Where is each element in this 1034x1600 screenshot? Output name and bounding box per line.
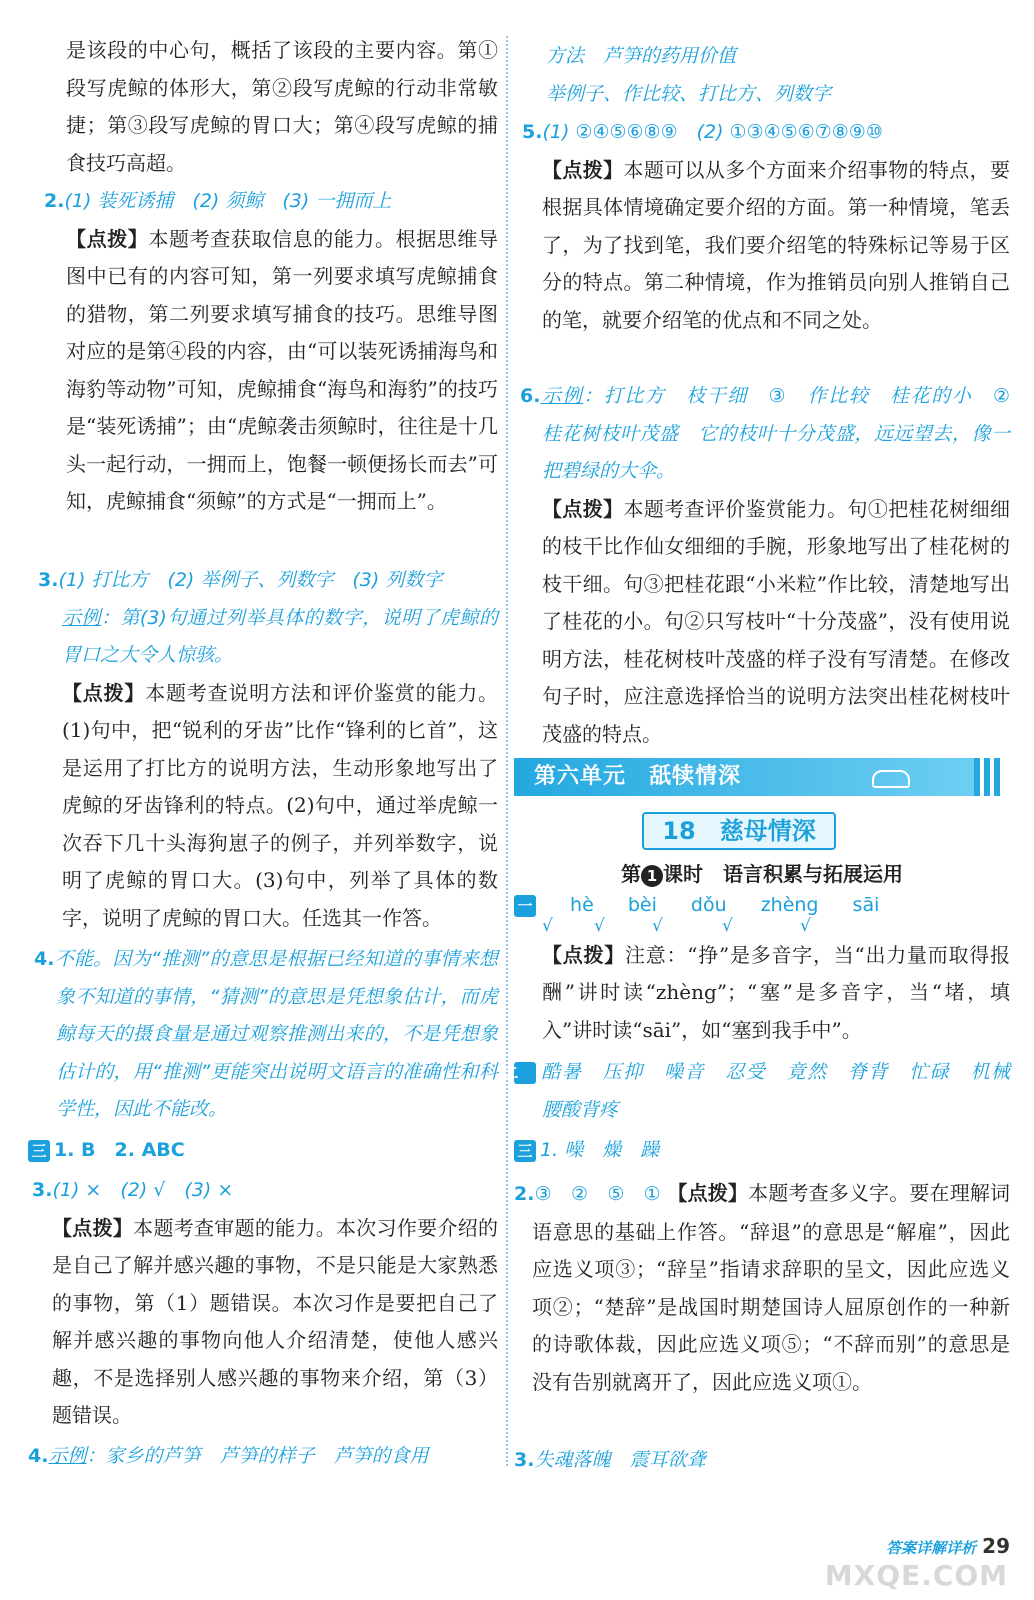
section-1: 一 hè bèi dǒu zhèng sāi √ √ √ √ √ 【点拨】注意：“挣”是多音字，当“出力量而取得报酬”讲时读“zhèng”；“塞”是多音字，当“堵，填入”讲时读“sāi”，如“塞到我手中”。 (514, 894, 1010, 1049)
unit-banner: 第六单元 舐犊情深 (514, 758, 980, 796)
banner-stripes (974, 758, 1004, 796)
question-2-right: 2.③ ② ⑤ ① 【点拨】本题考查多义字。要在理解词语意思的基础上作答。“辞退”的意思是“解雇”，因此应选义项③；“辞呈”指请求辞职的呈文，因此应选义项②；“楚辞”是战国时期楚国诗人屈原创作的一种新的诗歌体裁，因此应选义项⑤；“不辞而别”的意思是没有告别就离开了，因此应选义项①。 (514, 1181, 1011, 1394)
question-4: 4.不能。因为“推测”的意思是根据已经知道的事情来想象不知道的事情，“猜测”的意思是凭想象估计，而虎鲸每天的摄食量是通过观察推测出来的，不是凭想象估计的，用“推测”更能突出说明文语言的准确性和科学性，因此不能改。 (34, 948, 498, 1120)
question-5: 5.(1) ②④⑤⑥⑧⑨ (2) ①③④⑤⑥⑦⑧⑨⑩ 【点拨】本题可以从多个方面来介绍事物的特点，要根据具体情境确定要介绍的方面。第一种情境，笔丢了，为了找到笔，我们要介绍笔的特殊标记等易于区分的特点。第二种情境，作为推销员向别人推销自己的笔，就要介绍笔的优点和不同之处。 (522, 121, 1011, 332)
lesson-number-badge: 1 (641, 865, 663, 887)
example-label: 示例 (62, 606, 101, 629)
watermark: MXQE.COM (824, 1559, 1008, 1592)
question-4b: 4.示例：家乡的芦笋 芦笋的样子 芦笋的食用 (28, 1445, 429, 1467)
column-divider (506, 36, 508, 1466)
footer-label: 答案详解详析 (886, 1539, 977, 1557)
pinyin-row: 一 hè bèi dǒu zhèng sāi (514, 894, 1010, 917)
question-3: 3.(1) 打比方 (2) 举例子、列数字 (3) 列数字 示例：第(3)句通过列举具体的数字，说明了虎鲸的胃口之大令人惊骇。 【点拨】本题考查说明方法和评价鉴赏的能力。(1)句中，把“锐利的牙齿”比作“锋利的匕首”，这是运用了打比方的说明方法，生动形象地写出了虎鲸的牙齿锋利的特点。(2)句中，通过举虎鲸一次吞下几十头海狗崽子的例子，并列举数字，说明了虎鲸的胃口大。(3)句中，列举了具体的数字，说明了虎鲸的胃口大。任选其一作答。 (38, 569, 499, 930)
question-6: 6.示例：打比方 枝干细 ③ 作比较 桂花的小 ② 桂花树枝叶茂盛 它的枝叶十分茂盛，远远望去，像一把碧绿的大伞。 【点拨】本题考查评价鉴赏能力。句①把桂花树细细的枝干比作仙女细细的手腕，形象地写出了桂花树的枝干细。句③把桂花跟“小米粒”作比较，清楚地写出了桂花的小。句②只写枝叶“十分茂盛”，没有使用说明方法，桂花树枝叶茂盛的样子没有写清楚。在修改句子时，应注意选择恰当的说明方法突出桂花树枝叶茂盛的特点。 (520, 385, 1030, 746)
car-icon (872, 770, 910, 788)
check-row: √ √ √ √ √ (542, 915, 811, 936)
question-3b: 3.(1) × (2) √ (3) × 【点拨】本题考查审题的能力。本次习作要介绍的是自己了解并感兴趣的事物，不是只能是大家熟悉的事物，第（1）题错误。本次习作是要把自己了解并感兴趣的事物向他人介绍清楚，使他人感兴趣，不是选择别人感兴趣的事物来介绍，第（3）题错误。 (32, 1179, 499, 1427)
lesson-subtitle: 第 1 课时 语言积累与拓展运用 (621, 862, 903, 886)
question-3-right: 3.失魂落魄 震耳欲聋 (514, 1449, 706, 1471)
page-number: 29 (982, 1534, 1010, 1558)
left-paragraph-1: 是该段的中心句，概括了该段的主要内容。第①段写虎鲸的体形大，第②段写虎鲸的行动非常敏捷；第③段写虎鲸的胃口大；第④段写虎鲸的捕食技巧高超。 (66, 38, 498, 175)
question-2: 2.(1) 装死诱捕 (2) 须鲸 (3) 一拥而上 【点拨】本题考查获取信息的能力。根据思维导图中已有的内容可知，第一列要求填写虎鲸捕食的猎物，第二列要求填写捕食的技巧。思维导图对应的是第④段的内容，由“可以装死诱捕海鸟和海豹等动物”可知，虎鲸捕食“海鸟和海豹”的技巧是“装死诱捕”；由“虎鲸袭击须鲸时，往往是十几头一起行动，一拥而上，饱餐一顿便扬长而去”可知，虎鲸捕食“须鲸”的方式是“一拥而上”。 (44, 190, 499, 513)
section-badge: 三 (28, 1140, 50, 1162)
lesson-title: 18 慈母情深 (642, 812, 836, 850)
section-3-right: 三 1. 噪 燥 躁 (514, 1132, 1010, 1170)
page-footer (886, 1534, 1010, 1558)
section-2: 二 酷暑 压抑 噪音 忍受 竟然 脊背 忙碌 机械 腰酸背疼 (503, 1061, 1030, 1121)
section-3: 三 1. B 2. ABC (28, 1132, 498, 1170)
right-continuation: 方法 芦笋的药用价值 举例子、作比较、打比方、列数字 (546, 45, 832, 105)
